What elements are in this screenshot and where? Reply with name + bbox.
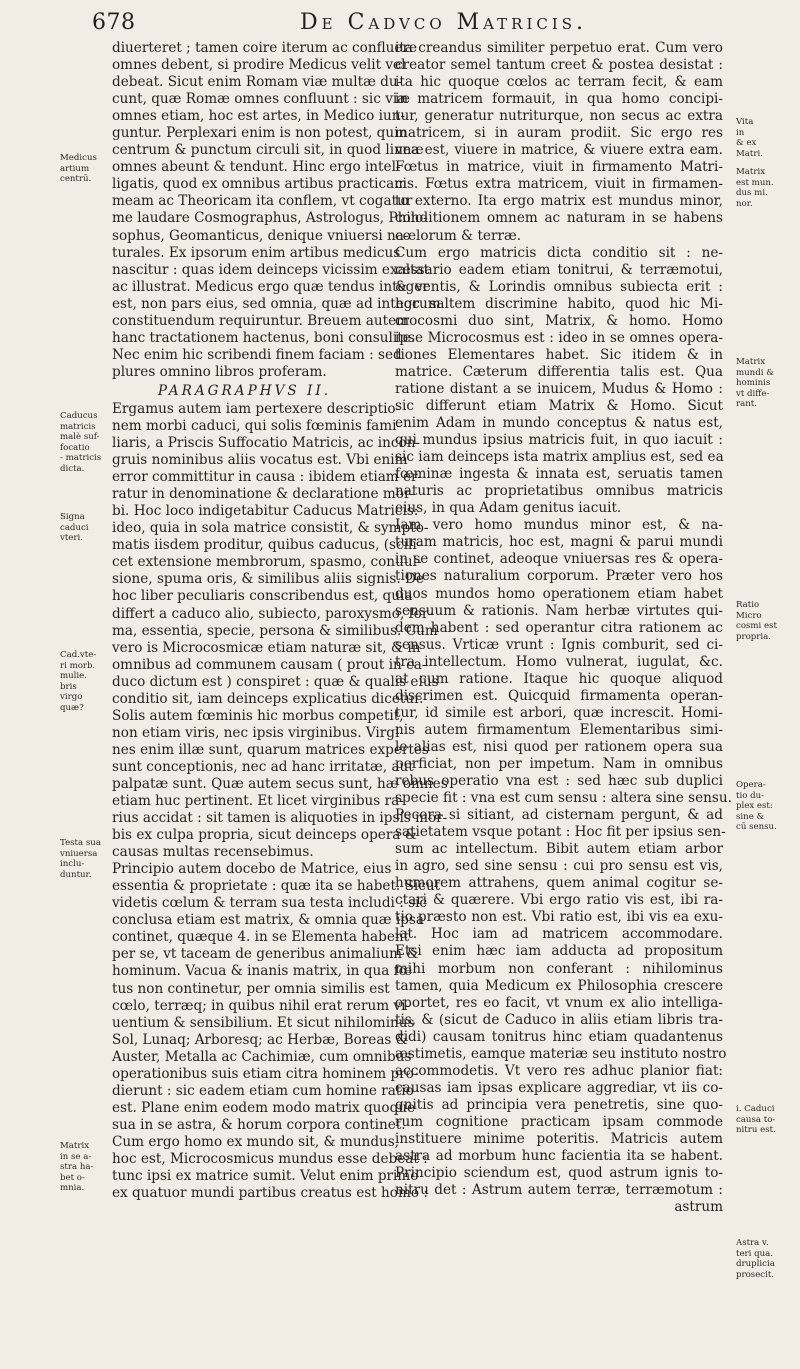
text-line: per se, vt taceam de generibus animalium & xyxy=(112,946,419,963)
text-line: tunc ipsi ex matrice sumit. Velut enim primo xyxy=(112,1168,419,1185)
text-line: nis autem firmamentum Elementaribus simi- xyxy=(395,721,723,738)
text-line: turam matricis, hoc est, magni & parui mundi xyxy=(395,534,723,551)
margin-note-line: dus mi. xyxy=(736,188,768,198)
margin-note-left-1 xyxy=(60,153,108,185)
text-line: sic differunt etiam Matrix & Homo. Sicut xyxy=(395,397,723,414)
text-line: accommodetis. Vt vero res adhuc planior fiat: xyxy=(395,1062,723,1079)
text-line: tur, id simile est arbori, quæ increscit. Homi- xyxy=(395,704,723,721)
text-line: differt a caduco alio, subiecto, paroxysmo, for- xyxy=(112,605,433,622)
text-line: sensuum & rationis. Nam herbæ virtutes qui- xyxy=(395,602,723,619)
text-line: Auster, Metalla ac Cachimiæ, cum omnibus xyxy=(112,1048,412,1065)
text-line: sophus, Geomanticus, denique vniuersi na- xyxy=(112,227,409,244)
margin-note-line: centrū. xyxy=(60,174,92,184)
text-line: tis, & (sicut de Caduco in aliis etiam libris tra- xyxy=(395,1011,723,1028)
text-line: perficiat, non per impetum. Nam in omnibus xyxy=(395,755,723,772)
text-line: vero is Microcosmicæ etiam naturæ sit, & in xyxy=(112,639,421,656)
text-line: ratione distant a se inuicem, Mudus & Homo : xyxy=(395,380,723,397)
margin-note-line: teri qua. xyxy=(736,1248,774,1259)
text-line: ex quatuor mundi partibus creatus est homo : xyxy=(112,1185,428,1202)
text-line: duos mundos homo operationem etiam habet xyxy=(395,585,723,602)
text-line: matricem, si in auram prodiit. Sic ergo res xyxy=(395,125,723,142)
text-line: ita creandus similiter perpetuo erat. Cum vero xyxy=(395,40,723,56)
text-line: diuerteret ; tamen coire iterum ac confluere xyxy=(112,40,417,56)
text-line: palpatæ sunt. Quæ autem secus sunt, hæ omnes xyxy=(112,775,448,792)
margin-note-line: Astra v. xyxy=(736,1238,769,1248)
text-line: Solis autem fœminis hic morbus competit, xyxy=(112,707,404,724)
text-line: rius accidat : sit tamen is aliquoties in ipsis mor- xyxy=(112,810,448,827)
text-line: astra ad morbum hunc facientia ita se habent. xyxy=(395,1148,723,1165)
text-line: tus non continetur, per omnia similis est xyxy=(112,980,390,997)
margin-note-line: Medicus xyxy=(60,153,97,163)
text-line: etiam huc pertinent. Et licet virginibus ra- xyxy=(112,793,404,810)
text-line: ita hic quoque cœlos ac terram fecit, & eam xyxy=(395,74,723,91)
text-line: Fœtus in matrice, viuit in firmamento Matri- xyxy=(395,159,723,176)
text-line: nascitur : quas idem deinceps vicissim exaltat xyxy=(112,261,430,278)
margin-note-line: Caducus xyxy=(60,411,98,421)
right-column xyxy=(395,40,732,1216)
text-line: nem morbi caduci, qui solis fœminis fami- xyxy=(112,417,402,434)
margin-note-right-7 xyxy=(736,1238,784,1280)
margin-note-line: artium xyxy=(60,163,90,174)
margin-note-left-6 xyxy=(60,1141,108,1194)
text-line: operationibus suis etiam citra hominem pro- xyxy=(112,1065,419,1082)
margin-note-line: duntur. xyxy=(60,869,92,880)
text-line: in agro, sed sine sensu : cui pro sensu est vis, xyxy=(395,858,723,875)
margin-note-line: bet o- xyxy=(60,1172,85,1183)
margin-note-line: i. Caduci xyxy=(736,1104,775,1114)
text-line: error committitur in causa : ibidem etiam er- xyxy=(112,469,423,486)
margin-note-line: inclu- xyxy=(60,859,85,869)
text-line: ligatis, quod ex omnibus artibus practicam xyxy=(112,176,408,193)
text-line: Principio sciendum est, quod astrum ignis to- xyxy=(395,1165,723,1182)
text-line: humorem attrahens, quem animal cogitur se- xyxy=(395,875,723,892)
margin-note-right-2 xyxy=(736,167,784,209)
text-line: essentia & proprietate : quæ ita se habet. Sicut xyxy=(112,878,441,895)
text-line: Etsi enim hæc iam adducta ad propositum xyxy=(395,943,723,960)
margin-note-line: plex est: xyxy=(736,801,773,811)
text-line: nes enim illæ sunt, quarum matrices expertes xyxy=(112,741,429,758)
text-line: oportet, res eo facit, vt vnum ex alio intelliga- xyxy=(395,994,723,1011)
text-line: cessario eadem etiam tonitrui, & terræmotui, xyxy=(395,261,723,278)
text-line: Iam vero homo mundus minor est, & na- xyxy=(395,517,723,534)
text-line: lat. Hoc iam ad matricem accommodare. xyxy=(395,926,723,943)
text-line: ideo, quia in sola matrice consistit, & sympto- xyxy=(112,520,429,537)
running-title: De Cadvco Matricis. xyxy=(300,10,588,35)
text-line: creator semel tantum creet & postea desistat : xyxy=(395,57,723,74)
margin-note-left-3 xyxy=(60,512,108,544)
margin-note-line: mundi & xyxy=(736,367,774,378)
text-line: centrum & punctum circuli sit, in quod lineæ xyxy=(112,142,424,159)
margin-note-line: ri morb. xyxy=(60,660,96,671)
margin-note-line: Cad.vte- xyxy=(60,650,97,660)
text-line: dierunt : sic eadem etiam cum homine ratio xyxy=(112,1082,414,1099)
text-line: sic iam deinceps ista matrix amplius est, sed ea xyxy=(395,449,724,466)
margin-note-line: Signa xyxy=(60,512,85,522)
text-line: didi) causam tonitrus hinc etiam quadantenus xyxy=(395,1028,723,1045)
text-line: bis ex culpa propria, sicut deinceps opera & xyxy=(112,827,417,844)
text-line: Pecora si sitiant, ad cisternam pergunt, & ad xyxy=(395,807,723,824)
text-line: duco dictum est ) conspiret : quæ & qualis eius xyxy=(112,673,439,690)
text-line: turales. Ex ipsorum enim artibus medicus xyxy=(112,244,401,261)
text-line: omnes etiam, hoc est artes, in Medico iun- xyxy=(112,108,406,125)
text-line: cet extensione membrorum, spasmo, conuul- xyxy=(112,554,422,571)
margin-note-line: Opera- xyxy=(736,780,766,790)
margin-note-line: dicta. xyxy=(60,463,85,474)
section-heading: PARAGRAPHVS II. xyxy=(157,382,332,399)
text-line: gruis nominibus aliis vocatus est. Vbi enim xyxy=(112,452,408,469)
margin-note-line: sine & xyxy=(736,811,765,822)
text-line: le alias est, nisi quod per rationem opera sua xyxy=(395,738,723,755)
text-line: qui mundus ipsius matricis fuit, in quo iacuit : xyxy=(395,432,723,449)
margin-note-line: stra ha- xyxy=(60,1162,94,1172)
text-line: debeat. Sicut enim Romam viæ multæ du- xyxy=(112,74,403,91)
margin-note-right-5 xyxy=(736,780,784,833)
text-line: ctari & quærere. Vbi ergo ratio vis est, ibi ra- xyxy=(395,892,723,909)
margin-note-line: - matricis xyxy=(60,453,102,463)
page-number: 678 xyxy=(92,10,136,35)
text-line: eius, in qua Adam genitus iacuit. xyxy=(395,500,622,517)
margin-note-line: Matri. xyxy=(736,148,763,159)
text-line: cunt, quæ Romæ omnes confluunt : sic viæ xyxy=(112,91,410,108)
margin-note-line: bris xyxy=(60,681,77,692)
text-line: at cum ratione. Itaque hic quoque aliquod xyxy=(395,670,723,687)
margin-note-line: vniuersa xyxy=(60,848,98,859)
text-line: omnes debent, si prodire Medicus velit vel xyxy=(112,57,406,74)
margin-note-line: in se a- xyxy=(60,1151,92,1162)
margin-note-right-1 xyxy=(736,117,784,159)
text-line: specie fit : vna est cum sensu : altera sine sensu. xyxy=(395,790,732,807)
margin-note-line: est mun. xyxy=(736,177,774,188)
margin-note-left-5 xyxy=(60,838,108,880)
margin-note-right-3 xyxy=(736,357,784,410)
margin-note-line: mulie. xyxy=(60,671,87,681)
text-line: constituendum requiruntur. Breuem autem xyxy=(112,312,410,329)
margin-note-line: vt diffe- xyxy=(736,388,770,399)
text-line: videtis cœlum & terram sua testa includi : sic xyxy=(112,895,428,912)
text-line: mihi morbum non conferant : nihilominus xyxy=(395,960,723,977)
text-line: sensus. Vrticæ vrunt : Ignis comburit, sed ci- xyxy=(395,636,723,653)
text-line: to externo. Ita ergo matrix est mundus minor, xyxy=(395,193,723,210)
text-line: meam ac Theoricam ita conflem, vt cogatur xyxy=(112,193,413,210)
text-line: cœlo, terræq; in quibus nihil erat rerum vi- xyxy=(112,997,411,1014)
text-line: sione, spuma oris, & similibus aliis signis. De xyxy=(112,571,424,588)
text-line: Principio autem docebo de Matrice, eius xyxy=(112,861,392,878)
text-line: hoc liber peculiaris conscribendus est, quia xyxy=(112,588,413,605)
text-line: Cum ergo homo ex mundo sit, & mundus, xyxy=(112,1133,400,1150)
text-line: rum cognitione practicam ipsam commode xyxy=(395,1113,723,1130)
text-line: sum ac intellectum. Bibit autem etiam arbor xyxy=(395,841,723,858)
margin-note-line: Matrix xyxy=(736,357,766,367)
text-line: Sol, Lunaq; Arboresq; ac Herbæ, Boreas & xyxy=(112,1031,408,1048)
margin-note-line: causa to- xyxy=(736,1114,776,1125)
text-line: plures omnino libros proferam. xyxy=(112,363,327,380)
text-line: non etiam viris, nec ipsis virginibus. Virgi- xyxy=(112,724,404,741)
margin-note-line: virgo xyxy=(60,692,83,702)
text-line: sunt conceptionis, nec ad hanc irritatæ, aut xyxy=(112,758,414,775)
text-line: bi. Hoc loco indigetabitur Caducus Matricis: xyxy=(112,503,419,520)
margin-note-line: cosmi est xyxy=(736,621,777,631)
text-line: tiones Elementares habet. Sic itidem & in xyxy=(395,346,723,363)
text-line: uentium & sensibilium. Et sicut nihilominus xyxy=(112,1014,415,1031)
margin-note-line: Testa sua xyxy=(60,838,101,848)
margin-note-line: cū sensu. xyxy=(736,822,777,832)
margin-note-line: propria. xyxy=(736,631,771,642)
text-line: ipse Microcosmus est : ideo in se omnes opera- xyxy=(395,329,723,346)
text-line: tur, generatur nutriturque, non secus ac extra xyxy=(395,108,723,125)
text-line: ma, essentia, specie, persona & similibus. Cum xyxy=(112,622,438,639)
margin-note-line: nor. xyxy=(736,198,753,209)
margin-note-line: caduci xyxy=(60,522,89,533)
text-line: matrice. Cæterum differentia talis est. Qua xyxy=(395,363,723,380)
margin-note-line: Ratio xyxy=(736,600,760,610)
margin-note-line: Micro xyxy=(736,610,762,621)
margin-note-line: malè suf- xyxy=(60,432,100,442)
text-line: continet, quæque 4. in se Elementa habent xyxy=(112,929,410,946)
text-line: cœlorum & terræ. xyxy=(395,227,522,244)
text-line: hanc tractationem hactenus, boni consulite. xyxy=(112,329,416,346)
text-line: liaris, a Priscis Suffocatio Matricis, ac incon- xyxy=(112,435,421,452)
margin-note-line: rant. xyxy=(736,399,757,409)
text-line: cis. Fœtus extra matricem, viuit in firmamen- xyxy=(395,176,723,193)
text-line: æstimetis, eamque materiæ seu instituto nostro xyxy=(395,1045,727,1062)
text-line: discrimen est. Quicquid firmamenta operan- xyxy=(395,687,723,704)
margin-note-line: Matrix xyxy=(60,1141,90,1151)
margin-note-line: matricis xyxy=(60,421,96,432)
text-line: astrum xyxy=(674,1199,723,1216)
text-line: enim Adam in mundo conceptus & natus est, xyxy=(395,415,723,432)
text-line: nitru det : Astrum autem terræ, terræmotum : xyxy=(395,1182,723,1199)
text-line: instituere minime poteritis. Matricis autem xyxy=(395,1131,723,1147)
text-line: me laudare Cosmographus, Astrologus, Philo- xyxy=(112,210,428,227)
margin-note-line: quæ? xyxy=(60,702,84,713)
text-line: causas iam ipsas explicare aggrediar, vt iis co- xyxy=(395,1079,723,1096)
text-line: satietatem vsque potant : Hoc fit per ipsius sen- xyxy=(395,824,726,841)
text-line: in se continet, adeoque vniuersas res & opera- xyxy=(395,551,723,568)
margin-note-line: vteri. xyxy=(60,533,83,543)
text-line: & ventis, & Lorindis omnibus subiecta erit : xyxy=(395,278,723,295)
text-line: conditio sit, iam deinceps explicatius dicetur. xyxy=(112,690,424,707)
margin-note-line: nitru est. xyxy=(736,1125,776,1135)
text-line: fœminæ ingesta & innata est, seruatis tamen xyxy=(395,466,723,483)
text-line: dem habent : sed operantur citra rationem ac xyxy=(395,619,723,636)
text-line: guntur. Perplexari enim is non potest, quin xyxy=(112,125,408,142)
text-line: hoc est, Microcosmicus mundus esse debeat : xyxy=(112,1151,428,1167)
left-column xyxy=(112,40,448,1202)
text-line: est, non pars eius, sed omnia, quæ ad integrum xyxy=(112,295,441,312)
text-line: omnibus ad communem causam ( prout in ca- xyxy=(112,656,427,673)
text-line: omnes abeunt & tendunt. Hinc ergo intel- xyxy=(112,159,401,176)
text-line: conditionem omnem ac naturam in se habens xyxy=(395,210,723,227)
text-line: tio præsto non est. Vbi ratio est, ibi vis ea exu- xyxy=(395,909,723,926)
margin-note-right-6 xyxy=(736,1104,784,1136)
margin-note-line: prosecit. xyxy=(736,1269,775,1280)
text-line: sua in se astra, & horum corpora continet. xyxy=(112,1116,406,1133)
margin-note-line: hominis xyxy=(736,378,771,388)
margin-note-line: mnia. xyxy=(60,1183,85,1193)
text-line: matis iisdem proditur, quibus caducus, (scili- xyxy=(112,537,422,554)
margin-note-line: Matrix xyxy=(736,167,766,177)
text-line: causas multas recensebimus. xyxy=(112,844,314,861)
text-line: ac illustrat. Medicus ergo quæ tendus integer xyxy=(112,278,429,295)
text-line: Ergamus autem iam pertexere descriptio- xyxy=(112,400,401,417)
margin-note-line: focatio xyxy=(60,442,90,453)
margin-note-left-4 xyxy=(60,650,108,713)
text-line: tiones naturalium corporum. Præter vero hos xyxy=(395,568,723,585)
margin-note-line: & ex xyxy=(736,138,757,148)
margin-note-left-2 xyxy=(60,411,108,474)
text-line: gnitis ad principia vera penetretis, sine quo- xyxy=(395,1096,723,1113)
margin-note-line: in xyxy=(736,127,745,138)
margin-note-line: tio du- xyxy=(736,790,765,801)
margin-note-right-4 xyxy=(736,600,784,642)
text-line: vna est, viuere in matrice, & viuere extra eam. xyxy=(395,142,723,159)
text-line: rebus operatio vna est : sed hæc sub duplici xyxy=(395,773,723,790)
margin-note-line: druplicia xyxy=(736,1259,775,1269)
text-line: hominum. Vacua & inanis matrix, in qua fœ xyxy=(112,963,413,980)
margin-note-line: Vita xyxy=(736,117,754,127)
text-line: tra intellectum. Homo vulnerat, iugulat, &c. xyxy=(395,653,723,670)
text-line: tamen, quia Medicum ex Philosophia crescere xyxy=(395,977,723,994)
text-line: Cum ergo matricis dicta conditio sit : ne- xyxy=(395,244,723,261)
text-line: hoc saltem discrimine habito, quod hic Mi- xyxy=(395,295,723,312)
text-line: naturis ac proprietatibus omnibus matricis xyxy=(395,483,723,500)
text-line: in matricem formauit, in qua homo concipi- xyxy=(395,91,723,108)
text-line: crocosmi duo sint, Matrix, & homo. Homo xyxy=(395,312,723,329)
text-line: est. Plane enim eodem modo matrix quoque xyxy=(112,1099,416,1116)
text-line: Nec enim hic scribendi finem faciam : sed xyxy=(112,346,402,363)
text-line: conclusa etiam est matrix, & omnia quæ ipsa xyxy=(112,912,424,929)
text-line: ratur in denominatione & declaratione mor- xyxy=(112,486,416,503)
